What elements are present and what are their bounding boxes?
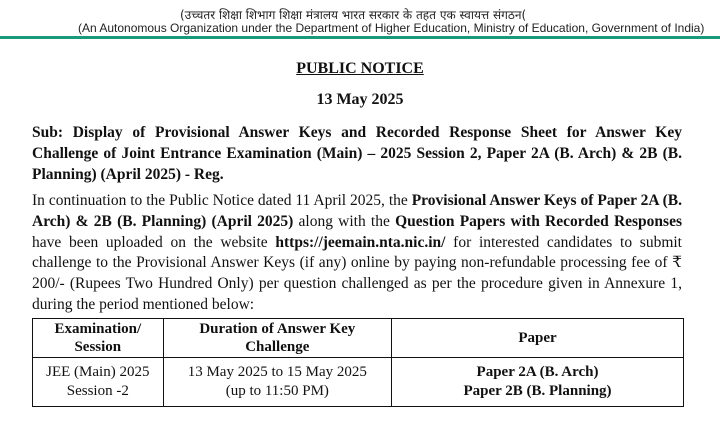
header-paper: Paper	[392, 319, 684, 358]
cell-duration-line2: (up to 11:50 PM)	[225, 383, 329, 399]
letterhead	[0, 0, 720, 40]
cell-examination	[33, 358, 164, 407]
cell-paper-line1: Paper 2A (B. Arch)	[476, 364, 599, 380]
cell-duration-line1: 13 May 2025 to 15 May 2025	[187, 364, 367, 380]
body-bold-answer-keys: Provisional Answer Keys of Paper 2A (B. Arch) & 2B (B. Planning) (April 2025)	[32, 192, 682, 230]
header-examination-session	[33, 319, 164, 358]
notice-body	[32, 191, 682, 316]
table-header-row	[33, 319, 684, 358]
notice-date: 13 May 2025	[316, 91, 404, 108]
cell-exam-line2: Session -2	[66, 383, 129, 399]
challenge-schedule-table	[32, 318, 684, 407]
body-text: In continuation to the Public Notice dated 11 April 2025, the	[32, 192, 412, 209]
letterhead-hindi-text: (उच्चतर शिक्षा शिभाग शिक्षा मंत्रालय भारत सरकार के तहत एक स्वायत्त संगठन(	[180, 8, 527, 22]
cell-duration	[163, 358, 391, 407]
letterhead-divider	[0, 36, 720, 39]
body-text: along with the	[293, 212, 396, 230]
header-duration: Duration of Answer Key Challenge	[163, 319, 391, 358]
letterhead-english-text: (An Autonomous Organization under the Department of Higher Education, Ministry of Education, Government of India)	[78, 21, 705, 35]
table-row	[33, 358, 684, 407]
header-exam-line1: Examination/	[54, 321, 142, 337]
cell-paper	[392, 358, 684, 407]
body-text: for interested candidates to submit challenge to the Provisional Answer Keys (if any) online by paying non-refundable processing fee of ₹ 200/- (Rupees Two Hundred Only) per question challenged as per the procedure given in Annexure 1, during the period mentioned below:	[32, 233, 682, 313]
notice-title: PUBLIC NOTICE	[296, 60, 424, 77]
body-text: have been uploaded on the website	[32, 233, 276, 251]
cell-exam-line1: JEE (Main) 2025	[46, 364, 150, 380]
cell-paper-line2: Paper 2B (B. Planning)	[463, 383, 612, 399]
body-bold-question-papers: Question Papers with Recorded Responses	[395, 212, 682, 230]
website-link[interactable]: https://jeemain.nta.nic.in/	[275, 233, 446, 251]
header-exam-line2: Session	[74, 339, 122, 355]
notice-subject: Sub: Display of Provisional Answer Keys and Recorded Response Sheet for Answer Key Challenge of Joint Entrance Examination (Main) – 2025 Session 2, Paper 2A (B. Arch) & 2B (B. Planning) (April 2025) - Reg.	[32, 124, 682, 183]
